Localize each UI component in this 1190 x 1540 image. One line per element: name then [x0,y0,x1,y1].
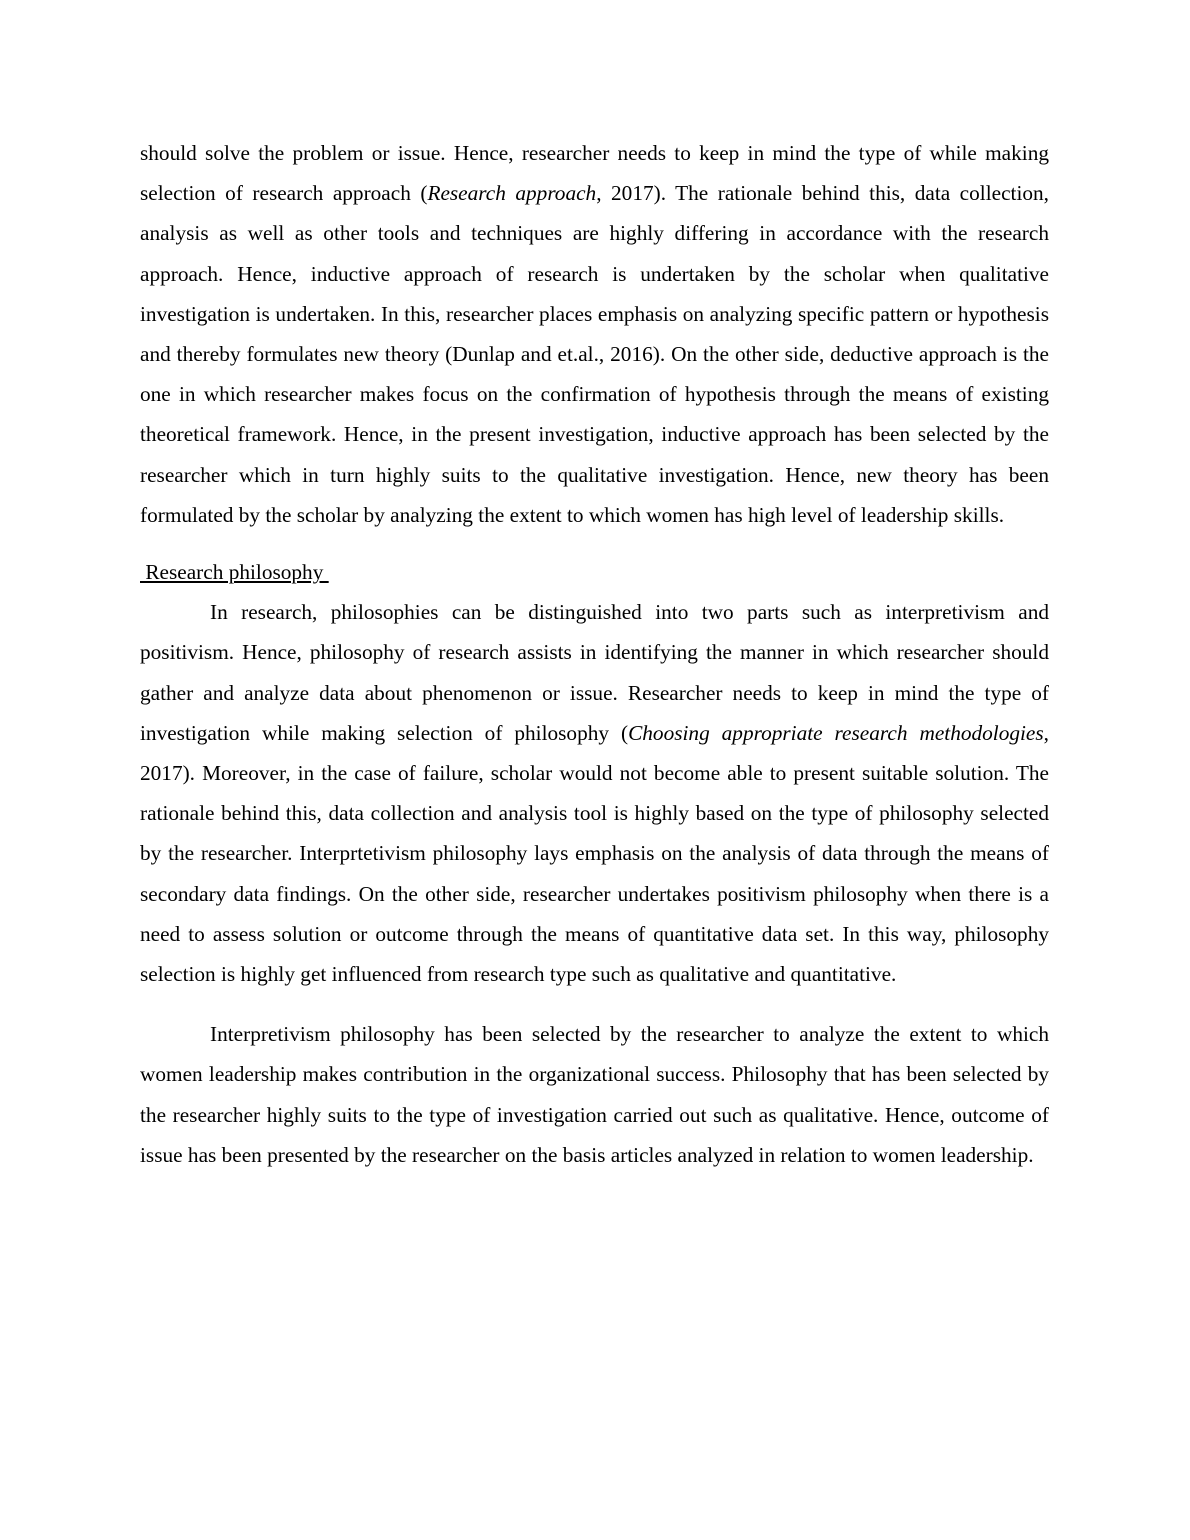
spacer [140,535,1049,552]
paragraph-text: , 2017). The rationale behind this, data collection, analysis as well as other tools and techniques are highly differing in accordance with the research approach. Hence, inductive approach of research is undertaken by the scholar when qualitative investigation is undertaken. In this, researcher places emphasis on analyzing specific pattern or hypothesis and thereby formulates new theory (Dunlap and et.al., 2016). On the other side, deductive approach is the one in which researcher makes focus on the confirmation of hypothesis through the means of existing theoretical framework. Hence, in the present investigation, inductive approach has been selected by the researcher which in turn highly suits to the qualitative investigation. Hence, new theory has been formulated by the scholar by analyzing the extent to which women has high level of leadership skills. [140,181,1049,527]
paragraph-text: , 2017). Moreover, in the case of failure, scholar would not become able to present suitable solution. The rationale behind this, data collection and analysis tool is highly based on the type of philosophy selected by the researcher. Interprtetivism philosophy lays emphasis on the analysis of data through the means of secondary data findings. On the other side, researcher undertakes positivism philosophy when there is a need to assess solution or outcome through the means of quantitative data set. In this way, philosophy selection is highly get influenced from research type such as qualitative and quantitative. [140,720,1049,987]
citation-italic: Choosing appropriate research methodologies [628,720,1044,745]
spacer [140,994,1049,1014]
document-page [140,133,1049,1175]
paragraph-research-philosophy [140,592,1049,994]
paragraph-research-approach [140,133,1049,535]
paragraph-interpretivism: Interpretivism philosophy has been selected by the researcher to analyze the extent to which women leadership makes contribution in the organizational success. Philosophy that has been selected by the researcher highly suits to the type of investigation carried out such as qualitative. Hence, outcome of issue has been presented by the researcher on the basis articles analyzed in relation to women leadership. [140,1022,1049,1167]
citation-italic: Research approach [427,181,597,206]
paragraph-text: In research, philosophies can be distinguished into two parts such as interpretivism and positivism. Hence, philosophy of research assists in identifying the manner in which researcher should gather and analyze data about phenomenon or issue. Researcher needs to keep in mind the type of investigation while making selection of philosophy ( [140,600,1049,745]
section-heading-research-philosophy: Research philosophy [140,560,329,585]
paragraph-text: should solve the problem or issue. Hence, researcher needs to keep in mind the type of while making selection of research approach ( [140,141,1049,206]
